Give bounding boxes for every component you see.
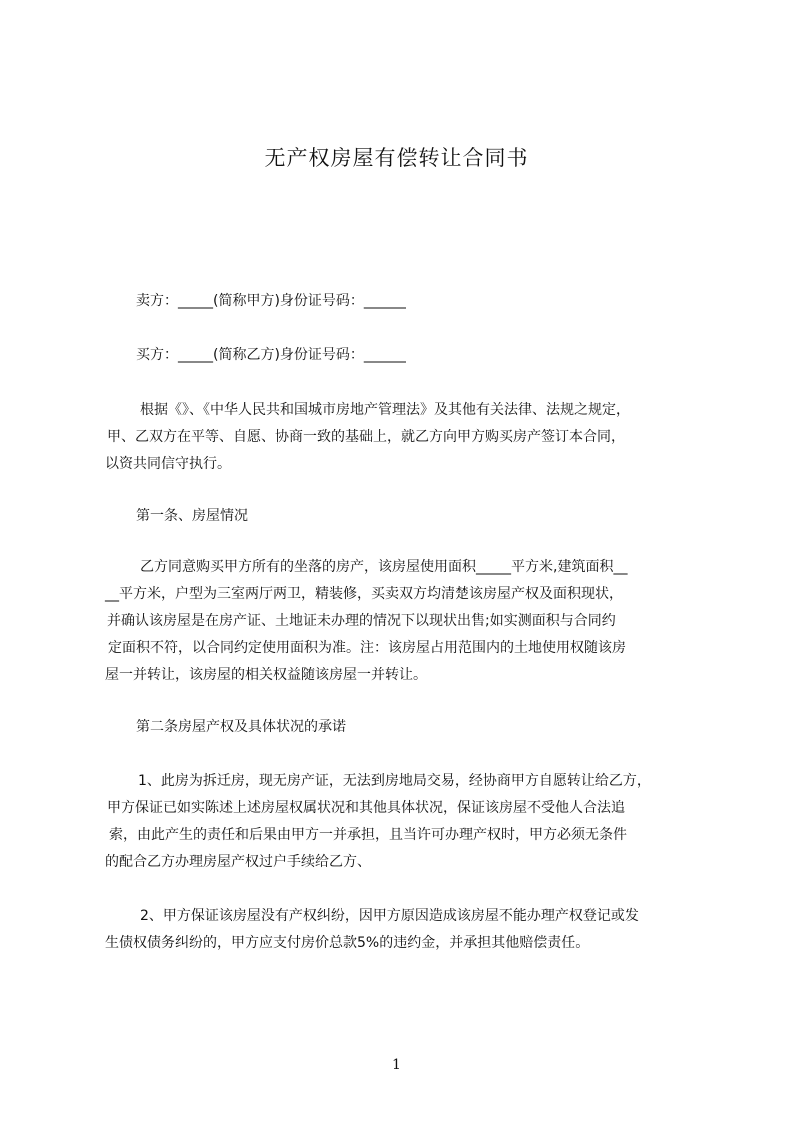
article-2-clause-1-line: 1、此房为拆迁房，现无房产证，无法到房地局交易，经协商甲方自愿转让给乙方， bbox=[138, 773, 651, 789]
article-2-clause-2-line: 2、甲方保证该房屋没有产权纠纷，因甲方原因造成该房屋不能办理产权登记或发 bbox=[140, 908, 639, 924]
preamble-line: 根据《》、《中华人民共和国城市房地产管理法》及其他有关法律、法规之规定， bbox=[140, 402, 630, 418]
document-title: 无产权房屋有偿转让合同书 bbox=[264, 146, 529, 170]
article-2-clause-2-line: 生债权债务纠纷的，甲方应支付房价总款5%的违约金，并承担其他赔偿责任。 bbox=[105, 935, 590, 951]
article-2-heading: 第二条房屋产权及具体状况的承诺 bbox=[136, 719, 346, 735]
article-1-line: 屋一并转让，该房屋的相关权益随该房屋一并转让。 bbox=[105, 667, 427, 683]
article-1-line: 乙方同意购买甲方所有的坐落的房产，该房屋使用面积_____平方米,建筑面积__ bbox=[140, 559, 628, 575]
article-1-line: __平方米，户型为三室两厅两卫，精装修，买卖双方均清楚该房屋产权及面积现状， bbox=[105, 586, 623, 602]
article-2-clause-1-line: 的配合乙方办理房屋产权过户手续给乙方、 bbox=[105, 854, 371, 870]
article-2-clause-1-line: 甲方保证已如实陈述上述房屋权属状况和其他具体状况，保证该房屋不受他人合法追 bbox=[107, 800, 625, 816]
article-1-line: 定面积不符，以合同约定使用面积为准。注：该房屋占用范围内的土地使用权随该房 bbox=[108, 640, 626, 656]
seller-line: 卖方：_____(简称甲方)身份证号码：______ bbox=[136, 293, 406, 309]
article-2-clause-1-line: 索，由此产生的责任和后果由甲方一并承担，且当许可办理产权时，甲方必须无条件 bbox=[109, 827, 627, 843]
buyer-line: 买方：_____(简称乙方)身份证号码：______ bbox=[136, 347, 406, 363]
preamble-line: 甲、乙双方在平等、自愿、协商一致的基础上，就乙方向甲方购买房产签订本合同， bbox=[107, 429, 625, 445]
article-1-line: 并确认该房屋是在房产证、土地证未办理的情况下以现状出售;如实测面积与合同约 bbox=[107, 613, 616, 629]
page-number: 1 bbox=[392, 1057, 401, 1073]
preamble-line: 以资共同信守执行。 bbox=[105, 456, 231, 472]
article-1-heading: 第一条、房屋情况 bbox=[136, 508, 248, 524]
